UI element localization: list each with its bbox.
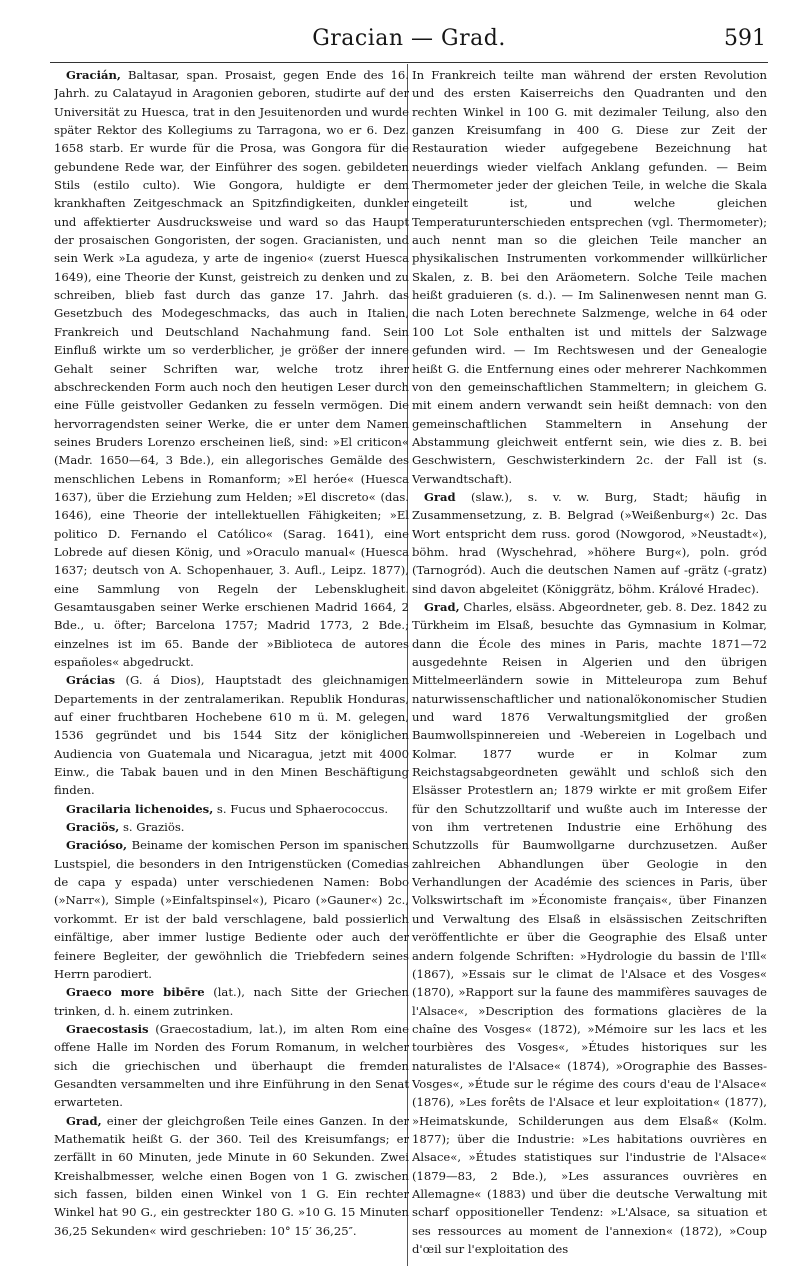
entry-gracioes (54, 818, 409, 836)
entry-headword: Gracián, (66, 68, 121, 82)
entry-headword: Gracilaria lichenoides, (66, 801, 214, 816)
entry-text: s. Graziös. (119, 820, 185, 835)
entry-headword: Graeco more bibēre (66, 985, 205, 1000)
entry-text: (lat.), nach Sitte der Griechen trinken, d. h. einem zutrinken. (54, 985, 409, 1018)
entry-headword: Grad (424, 489, 456, 504)
page-header (50, 22, 768, 63)
entry-text: Baltasar, span. Prosaist, gegen Ende des 16. Jahrh. zu Calatayud in Aragonien geboren, studirte auf der Universität zu Huesca, trat in den Jesuitenorden und wurde später Rektor des Kollegiums zu Tarragona, wo er 6. Dez. 1658 starb. Er wurde für die Prosa, was Gongora für die gebundene Rede war, der Einführer des sogen. gebildeten Stils (estilo culto). Wie Gongora, huldigte er dem krankhaften Zeitgeschmack an Spitzfindigkeiten, dunkler und affektierter Ausdrucksweise und ward so das Haupt der prosaischen Gongoristen, der sogen. Gracianisten, und sein Werk »La agudeza, y arte de ingenio« (zuerst Huesca 1649), eine Theorie der Kunst, geistreich zu denken und zu schreiben, blieb fast durch das ganze 17. Jahrh. das Gesetzbuch des Modegeschmacks, das auch in Italien, Frankreich und Deutschland Nachahmung fand. Sein Einfluß wirkte um so verderblicher, je größer der innere Gehalt seiner Schriften war, welche trotz ihrer abschreckenden Form auch noch den heutigen Leser durch eine Fülle geistvoller Gedanken zu fesseln vermögen. Die hervorragendsten seiner Werke, die er unter dem Namen seines Bruders Lorenzo erscheinen ließ, sind: »El criticon« (Madr. 1650—64, 3 Bde.), ein allegorisches Gemälde des menschlichen Lebens in Romanform; »El heróe« (Huesca 1637), über die Erziehung zum Helden; »El discreto« (das. 1646), eine Theorie der intellektuellen Fähigkeiten; »El politico D. Fernando el Católico« (Sarag. 1641), eine Lobrede auf diesen König, und »Oraculo manual« (Huesca 1637; deutsch von A. Schopenhauer, 3. Aufl., Leipz. 1877), eine Sammlung von Regeln der Lebensklugheit. Gesamtausgaben seiner Werke erschienen Madrid 1664, 2 Bde., u. öfter; Barcelona 1757; Madrid 1773, 2 Bde.; einzelnes ist im 65. Bande der »Biblioteca de autores españoles« abgedruckt. (54, 68, 409, 669)
entry-gracilaria (54, 800, 409, 818)
entry-gracian (54, 66, 409, 671)
entry-headword: Grácias (66, 673, 116, 688)
entry-headword: Grad, (66, 1113, 102, 1128)
entry-grad-1 (54, 1112, 409, 1240)
entry-grad-3 (412, 598, 767, 1258)
page-number: 591 (724, 26, 766, 51)
entry-text: einer der gleichgroßen Teile eines Ganzen. In der Mathematik heißt G. der 360. Teil des Kreisumfangs; er zerfällt in 60 Minuten, jede Minute in 60 Sekunden. Zwei Kreishalbmesser, welche einen Bogen von 1 G. zwischen sich fassen, bilden einen Winkel von 1 G. Ein rechter Winkel hat 90 G., ein gestreckter 180 G. »10 G. 15 Minuten 36,25 Sekunden« wird geschrieben: 10° 15′ 36,25″. (54, 1113, 409, 1238)
entry-text: s. Fucus und Sphaerococcus. (213, 801, 389, 816)
entry-text: (Graecostadium, lat.), im alten Rom eine offene Halle im Norden des Forum Romanum, in welcher sich die griechischen und überhaupt die fremden Gesandten versammelten und ihre Einführung in den Senat erwarteten. (54, 1021, 409, 1110)
entry-gracioso (54, 836, 409, 983)
entry-headword: Graciös, (66, 820, 120, 835)
entry-headword: Grad, (424, 599, 460, 614)
entry-text: Beiname der komischen Person im spanischen Lustspiel, die besonders in den Intrigenstücken (Comedias de capa y espada) unter verschiedenen Namen: Bobo (»Narr«), Simple (»Einfaltspinsel«), Picaro (»Gauner«) 2c., vorkommt. Er ist der bald verschlagene, bald possierlich einfältige, aber immer lustige Bediente oder auch der feinere Begleiter, der gewöhnlich die Triebfedern seines Herrn parodiert. (54, 838, 409, 981)
running-title: Gracian — Grad. (312, 26, 506, 51)
entry-gracias (54, 671, 409, 799)
entry-grad-1-continued (412, 66, 767, 488)
entry-graecostasis (54, 1020, 409, 1112)
entry-headword: Gracióso, (66, 838, 128, 853)
left-column (54, 66, 409, 1266)
entry-text: In Frankreich teilte man während der ersten Revolution und des ersten Kaiserreichs den Quadranten und den rechten Winkel in 100 G. mit dezimaler Teilung, also den ganzen Kreisumfang in 400 G. Diese zur Zeit der Restauration wieder aufgegebene Bezeichnung hat neuerdings wieder vielfach Anklang gefunden. — Beim Thermometer jeder der gleichen Teile, in welche die Skala eingeteilt ist, und welche gleichen Temperaturunterschieden entsprechen (vgl. Thermometer); auch nennt man so die gleichen Teile mancher an physikalischen Instrumenten vorkommender willkürlicher Skalen, z. B. bei den Aräometern. Solche Teile machen heißt graduieren (s. d.). — Im Salinenwesen nennt man G. die nach Loten berechnete Salzmenge, welche in 64 oder 100 Lot Sole enthalten ist und mittels der Salzwage gefunden wird. — Im Rechtswesen und der Genealogie heißt G. die Entfernung eines oder mehrerer Nachkommen von den gemeinschaftlichen Stammeltern; in gleichem G. mit einem andern verwandt sein heißt demnach: von den gemeinschaftlichen Stammeltern in Ansehung der Abstammung gleichweit entfernt sein, wie dies z. B. bei Geschwistern, Geschwisterkindern 2c. der Fall ist (s. Verwandtschaft). (412, 68, 767, 486)
entry-grad-2 (412, 488, 767, 598)
entry-headword: Graecostasis (66, 1021, 149, 1036)
entry-text: (G. á Dios), Hauptstadt des gleichnamigen Departements in der zentralamerikan. Republik Honduras, auf einer fruchtbaren Hochebene 610 m ü. M. gelegen, 1536 gegründet und bis 1544 Sitz der königlichen Audiencia von Guatemala und Nicaragua, jetzt mit 4000 Einw., die Tabak bauen und in den Minen Beschäftigung finden. (54, 673, 409, 798)
entry-graeco-more (54, 983, 409, 1020)
right-column (412, 66, 767, 1266)
entry-text: Charles, elsäss. Abgeordneter, geb. 8. Dez. 1842 zu Türkheim im Elsaß, besuchte das Gymnasium in Kolmar, dann die École des mines in Paris, machte 1871—72 ausgedehnte Reisen in Algerien und den übrigen Mittelmeerländern sowie in Mitteleuropa zum Behuf naturwissenschaftlicher und nationalökonomischer Studien und ward 1876 Verwaltungsmitglied der großen Baumwollspinnereien und -Webereien in Logelbach und Kolmar. 1877 wurde er in Kolmar zum Reichstagsabgeordneten gewählt und schloß sich den Elsässer Protestlern an; 1879 wirkte er mit großem Eifer für den Schutzzolltarif und wußte auch im Interesse der von ihm vertretenen Industrie eine Erhöhung des Schutzzolls für Baumwollgarne durchzusetzen. Außer zahlreichen Abhandlungen über Geologie in den Verhandlungen der Académie des sciences in Paris, über Volkswirtschaft im »Économiste français«, über Finanzen und Verwaltung des Elsaß in elsässischen Zeitschriften veröffentlichte er über die Geographie des Elsaß unter andern folgende Schriften: »Hydrologie du bassin de l'Ill« (1867), »Essais sur le climat de l'Alsace et des Vosges« (1870), »Rapport sur la faune des mammifères sauvages de l'Alsace«, »Description des formations glacières de la chaîne des Vosges« (1872), »Mémoire sur les lacs et les tourbières des Vosges«, »Études historiques sur les naturalistes de l'Alsace« (1874), »Orographie des Basses-Vosges«, »Étude sur le régime des cours d'eau de l'Alsace« (1876), »Les forêts de l'Alsace et leur exploitation« (1877), »Heimatskunde, Schilderungen aus dem Elsaß« (Kolm. 1877); über die Industrie: »Les habitations ouvrières en Alsace«, »Études statistiques sur l'industrie de l'Alsace« (1879—83, 2 Bde.), »Les assurances ouvrières en Allemagne« (1883) und über die deutsche Verwaltung mit scharf oppositioneller Tendenz: »L'Alsace, sa situation et ses ressources au moment de l'annexion« (1872), »Coup d'œil sur l'exploitation des (412, 599, 767, 1256)
entry-text: (slaw.), s. v. w. Burg, Stadt; häufig in Zusammensetzung, z. B. Belgrad (»Weißenburg«) 2c. Das Wort entspricht dem russ. gorod (Nowgorod, »Neustadt«), böhm. hrad (Wyschehrad, »höhere Burg«), poln. gród (Tarnogród). Auch die deutschen Namen auf -grätz (-gratz) sind davon abgeleitet (Königgrätz, böhm. Králové Hradec). (412, 489, 767, 596)
